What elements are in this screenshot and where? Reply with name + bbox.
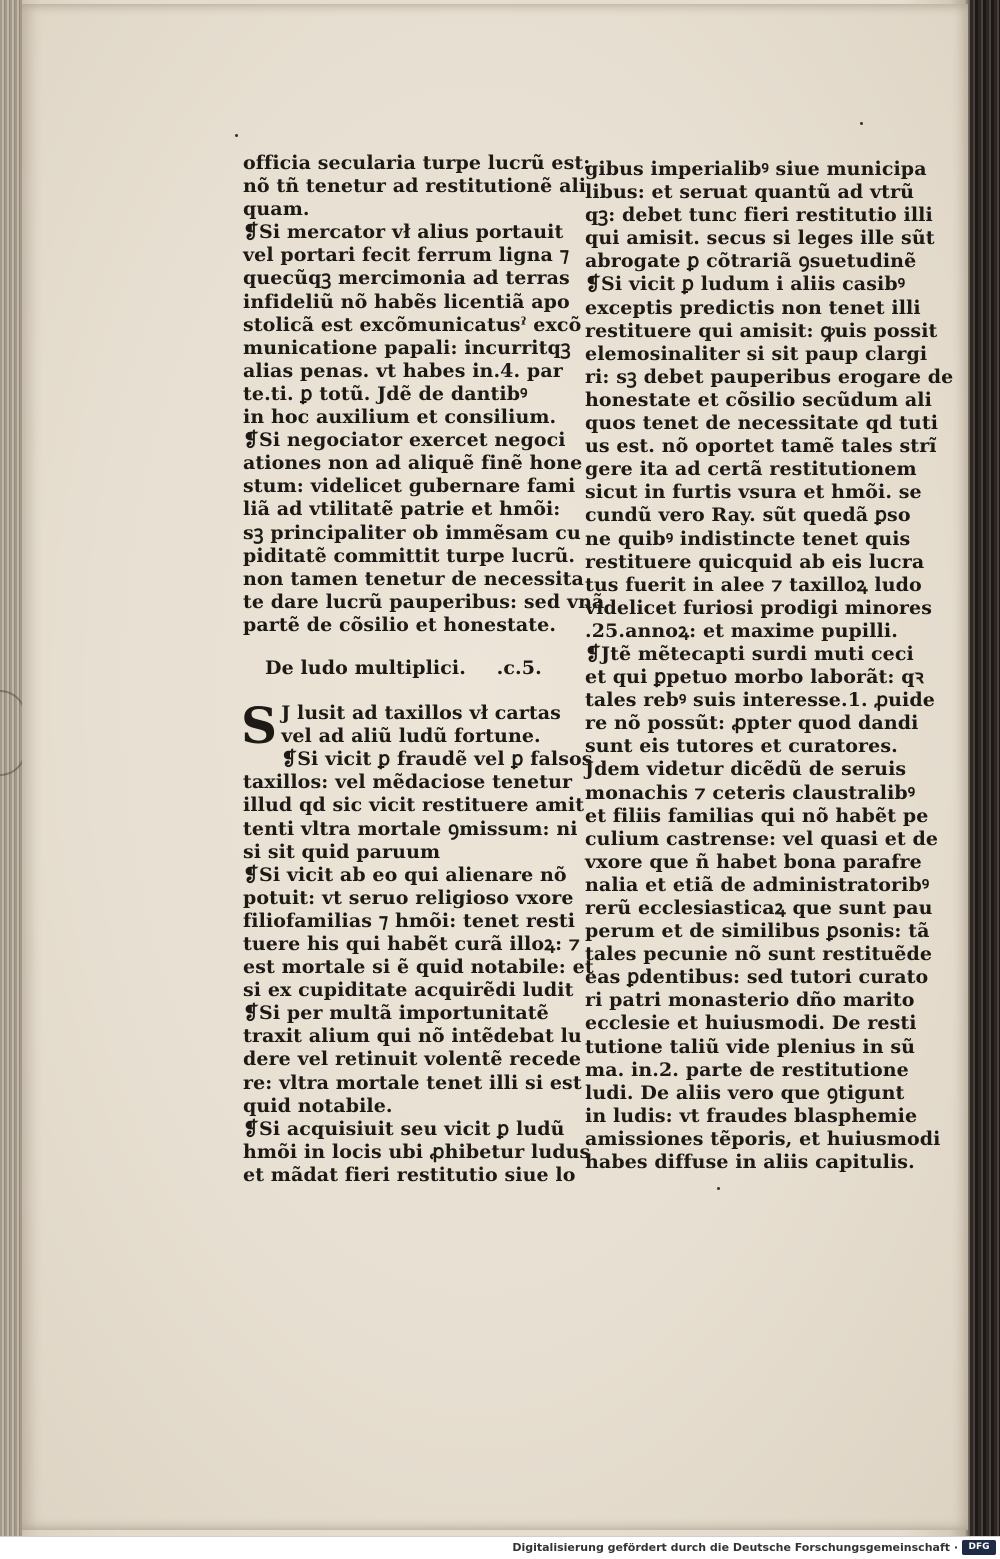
text-line: tuere his qui habẽt curã illoꝝ: ⁊ xyxy=(243,933,580,955)
text-line: ❡Jtẽ mẽtecapti surdi muti ceci xyxy=(585,642,914,665)
text-line: ❡Si negociator exercet negoci xyxy=(243,429,566,452)
text-line: amissiones tẽporis, et huiusmodi xyxy=(585,1127,941,1150)
text-line: rerũ ecclesiasticaꝝ que sunt pau xyxy=(585,897,933,919)
text-line: .25.annoꝝ: et maxime pupilli. xyxy=(585,619,898,642)
text-column-right xyxy=(585,158,954,1174)
text-line: eas ꝑdentibus: sed tutori curato xyxy=(585,966,929,989)
text-line: sunt eis tutores et curatores. xyxy=(585,735,898,758)
text-line: gere ita ad certã restitutionem xyxy=(585,458,917,481)
text-line: cundũ vero Ray. sũt quedã ꝑso xyxy=(585,504,911,527)
text-line: officia secularia turpe lucrũ est: xyxy=(243,152,591,174)
text-line: tus fuerit in alee ⁊ taxilloꝝ ludo xyxy=(585,573,922,596)
text-line: quid notabile. xyxy=(243,1094,393,1117)
ink-speck xyxy=(860,122,863,125)
text-line: libus: et seruat quantũ ad vtrũ xyxy=(585,181,915,204)
left-column-paragraphs xyxy=(243,152,605,637)
text-line: sicut in furtis vsura et hmõi. se xyxy=(585,481,922,504)
ink-speck xyxy=(235,134,238,137)
text-line: est mortale si ẽ quid notabile: et xyxy=(243,956,594,979)
text-line: culium castrense: vel quasi et de xyxy=(585,827,939,850)
text-line: quos tenet de necessitate qd tuti xyxy=(585,412,939,435)
text-line: te dare lucrũ pauperibus: sed vnã xyxy=(243,590,605,613)
text-line: nõ tñ tenetur ad restitutionẽ ali xyxy=(243,175,587,198)
text-line: in hoc auxilium et consilium. xyxy=(243,406,557,429)
text-line: habes diffuse in aliis capitulis. xyxy=(585,1151,915,1174)
text-line: ne quibꝰ indistincte tenet quis xyxy=(585,527,911,550)
text-line: restituere quicquid ab eis lucra xyxy=(585,550,925,573)
text-line: tutione taliũ vide plenius in sũ xyxy=(585,1035,916,1058)
ink-speck xyxy=(717,1187,720,1190)
text-line: gibus imperialibꝰ siue municipa xyxy=(585,158,927,180)
text-line: qui amisit. secus si leges ille sũt xyxy=(585,227,935,250)
text-line: videlicet furiosi prodigi minores xyxy=(585,596,933,619)
text-line: ❡Si vicit ꝑ fraudẽ vel ꝑ falsos xyxy=(281,748,593,771)
text-line: ationes non ad aliquẽ finẽ hone xyxy=(243,452,583,475)
text-line: potuit: vt seruo religioso vxore xyxy=(243,886,574,909)
text-line: te.ti. ꝑ totũ. Jdẽ de dantibꝰ xyxy=(243,382,528,405)
left-column-paragraphs-after xyxy=(243,748,594,1187)
text-line: ecclesie et huiusmodi. De resti xyxy=(585,1012,917,1035)
text-line: partẽ de cõsilio et honestate. xyxy=(243,613,557,636)
text-line: quecũqꝫ mercimonia ad terras xyxy=(243,267,570,290)
text-line: tales pecunie nõ sunt restituẽde xyxy=(585,943,933,966)
text-line: et qui ꝑpetuo morbo laborãt: qꝛ xyxy=(585,666,924,689)
text-line: dere vel retinuit volentẽ recede xyxy=(243,1048,582,1071)
chapter-number: .c.5. xyxy=(496,656,542,679)
text-line: hmõi in locis ubi ꝓhibetur ludus xyxy=(243,1140,591,1163)
text-line: piditatẽ committit turpe lucrũ. xyxy=(243,544,576,567)
text-line: re nõ possũt: ꝓpter quod dandi xyxy=(585,712,919,735)
text-line: ❡Si acquisiuit seu vicit ꝑ ludũ xyxy=(243,1117,565,1140)
text-line: municatione papali: incurritqꝫ xyxy=(243,336,571,359)
text-line: re: vltra mortale tenet illi si est xyxy=(243,1071,582,1094)
text-line: vel portari fecit ferrum ligna ⁊ xyxy=(243,244,570,267)
text-line: vel ad aliũ ludũ fortune. xyxy=(281,725,541,748)
footer-credit-text: Digitalisierung gefördert durch die Deutsche Forschungsgemeinschaft · xyxy=(512,1541,958,1554)
text-line: ❡Si vicit ꝑ ludum i aliis casibꝰ xyxy=(585,273,906,296)
text-line: tales rebꝰ suis interesse.1. ꝓuide xyxy=(585,689,935,712)
text-line: stolicã est excõmunicatusˀ excõ xyxy=(243,313,582,336)
text-line: tenti vltra mortale ꝯmissum: ni xyxy=(243,817,578,840)
text-line: illud qd sic vicit restituere amit xyxy=(243,794,585,817)
text-line: restituere qui amisit: ꝙuis possit xyxy=(585,319,938,342)
text-line: filiofamilias ⁊ hmõi: tenet resti xyxy=(243,909,576,932)
text-line: ma. in.2. parte de restitutione xyxy=(585,1058,909,1081)
dfg-logo: DFG xyxy=(962,1540,996,1555)
text-line: ❡Si per multã importunitatẽ xyxy=(243,1002,549,1025)
text-line: alias penas. vt habes in.4. par xyxy=(243,359,563,382)
text-line: ludi. De aliis vero que ꝯtigunt xyxy=(585,1081,905,1104)
text-line: nalia et etiã de administratoribꝰ xyxy=(585,873,930,896)
text-line: ri patri monasterio dño marito xyxy=(585,989,915,1012)
text-line: et mãdat fieri restitutio siue lo xyxy=(243,1163,576,1186)
text-line: in ludis: vt fraudes blasphemie xyxy=(585,1104,918,1127)
book-edge-right xyxy=(970,0,1000,1536)
text-line: exceptis predictis non tenet illi xyxy=(585,296,921,319)
text-line: non tamen tenetur de necessita xyxy=(243,567,584,590)
footer-bar xyxy=(0,1536,1000,1559)
text-line: honestate et cõsilio secũdum ali xyxy=(585,388,932,411)
text-line: quam. xyxy=(243,198,310,221)
text-line: vxore que ñ habet bona parafre xyxy=(585,850,922,873)
text-line: abrogate ꝑ cõtrariã ꝯsuetudinẽ xyxy=(585,250,917,273)
text-line: si sit quid paruum xyxy=(243,840,441,863)
text-line: Jdem videtur dicẽdũ de seruis xyxy=(585,758,907,781)
text-line: traxit alium qui nõ intẽdebat lu xyxy=(243,1025,582,1048)
text-line: qꝫ: debet tunc fieri restitutio illi xyxy=(585,204,933,227)
chapter-heading xyxy=(265,657,553,680)
text-column-left xyxy=(241,152,605,1187)
text-line: J lusit ad taxillos vł cartas xyxy=(281,702,561,725)
text-line: infideliũ nõ habẽs licentiã apo xyxy=(243,290,570,313)
text-line: liã ad vtilitatẽ patrie et hmõi: xyxy=(243,498,561,521)
text-line: sꝫ principaliter ob immẽsam cu xyxy=(243,521,581,544)
text-line: et filiis familias qui nõ habẽt pe xyxy=(585,804,929,827)
text-line: ❡Si mercator vł alius portauit xyxy=(243,221,564,244)
text-line: si ex cupiditate acquirẽdi ludit xyxy=(243,979,574,1002)
text-line: perum et de similibus ꝑsonis: tã xyxy=(585,920,930,943)
text-line: elemosinaliter si sit paup clargi xyxy=(585,342,928,365)
decorated-initial: S xyxy=(241,696,278,756)
text-line: ri: sꝫ debet pauperibus erogare de xyxy=(585,365,954,388)
text-line: us est. nõ oportet tamẽ tales strĩ xyxy=(585,435,937,458)
text-line: monachis ⁊ ceteris claustralibꝰ xyxy=(585,781,916,804)
text-line: stum: videlicet gubernare fami xyxy=(243,475,576,498)
chapter-title: De ludo multiplici. xyxy=(265,656,466,679)
text-line: taxillos: vel mẽdaciose tenetur xyxy=(243,771,573,794)
text-line: ❡Si vicit ab eo qui alienare nõ xyxy=(243,863,567,886)
chapter-opening xyxy=(241,696,561,756)
